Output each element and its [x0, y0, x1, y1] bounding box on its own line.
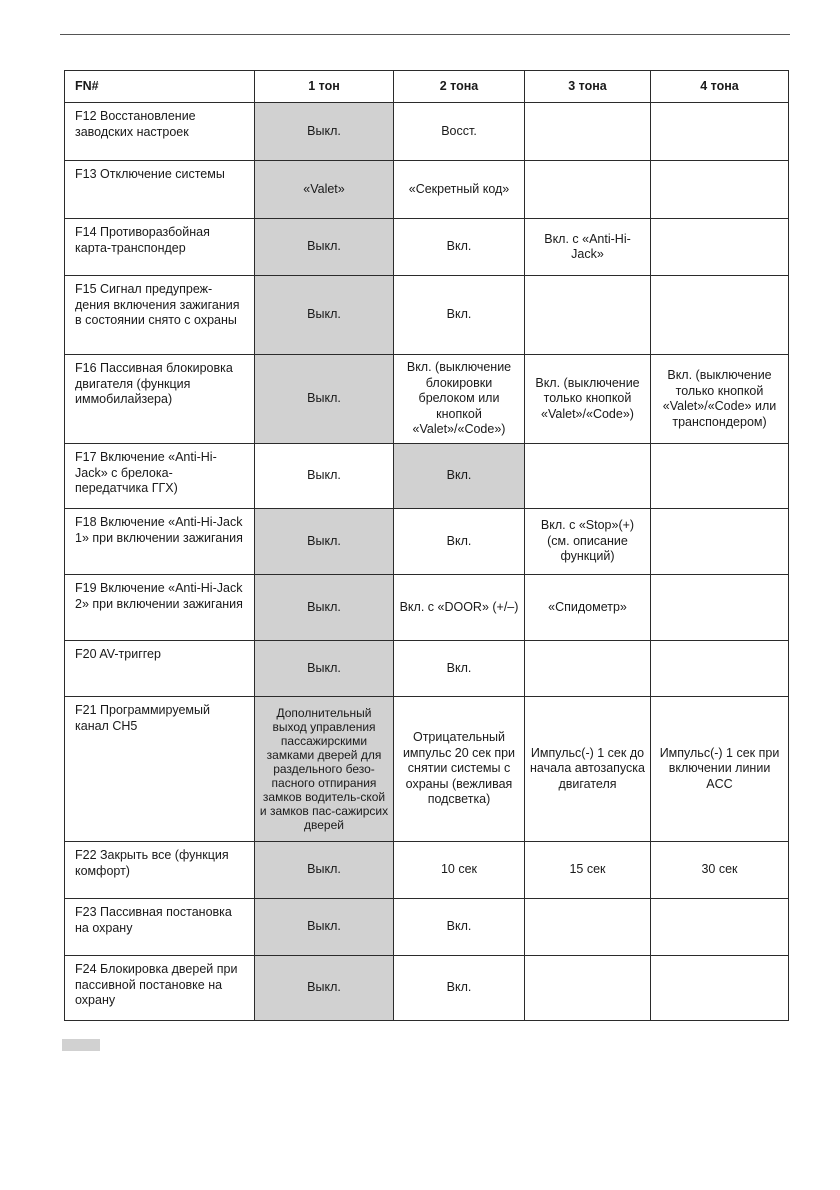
- tone-4-value: 30 сек: [651, 842, 789, 899]
- page-top-rule: [60, 34, 790, 35]
- table-row: [65, 444, 789, 509]
- tone-2-value: Вкл.: [394, 899, 525, 956]
- tone-1-value: Выкл.: [255, 219, 394, 276]
- tone-3-value: Импульс(-) 1 сек до начала автозапуска двигателя: [525, 697, 651, 842]
- tone-1-value: Выкл.: [255, 444, 394, 509]
- table-row: [65, 103, 789, 161]
- tone-4-value: [651, 899, 789, 956]
- tone-3-value: [525, 956, 651, 1021]
- tone-1-value: Дополнительный выход управления пассажирскими замками дверей для раздельного безо-пасного отпирания замков водитель-ской и замков пас-сажирсих дверей: [255, 697, 394, 842]
- tone-3-value: [525, 103, 651, 161]
- tone-3-value: [525, 444, 651, 509]
- tone-4-value: Вкл. (выключение только кнопкой «Valet»/«Code» или транспондером): [651, 355, 789, 444]
- tone-2-value: Вкл.: [394, 956, 525, 1021]
- table-header-row: [65, 71, 789, 103]
- function-name: F18 Включение «Anti-Hi-Jack 1» при включении зажигания: [65, 509, 255, 575]
- function-name: F12 Восстановление заводских настроек: [65, 103, 255, 161]
- tone-3-value: «Спидометр»: [525, 575, 651, 641]
- tone-2-value: Вкл.: [394, 276, 525, 355]
- tone-3-value: [525, 276, 651, 355]
- table-row: [65, 276, 789, 355]
- table-row: [65, 355, 789, 444]
- tone-1-value: Выкл.: [255, 899, 394, 956]
- function-name: F13 Отключение системы: [65, 161, 255, 219]
- table-row: [65, 219, 789, 276]
- table-row: [65, 956, 789, 1021]
- tone-2-value: Восст.: [394, 103, 525, 161]
- function-name: F20 AV-триггер: [65, 641, 255, 697]
- header-tone-4: 4 тона: [651, 71, 789, 103]
- tone-3-value: [525, 899, 651, 956]
- table-row: [65, 509, 789, 575]
- table-row: [65, 697, 789, 842]
- tone-4-value: [651, 219, 789, 276]
- tone-2-value: Вкл.: [394, 444, 525, 509]
- tone-4-value: [651, 161, 789, 219]
- tone-4-value: [651, 641, 789, 697]
- tone-4-value: Импульс(-) 1 сек при включении линии ACC: [651, 697, 789, 842]
- table-row: [65, 899, 789, 956]
- tone-3-value: Вкл. с «Anti-Hi-Jack»: [525, 219, 651, 276]
- tone-3-value: [525, 641, 651, 697]
- function-name: F15 Сигнал предупреж-дения включения зажигания в состоянии снято с охраны: [65, 276, 255, 355]
- function-name: F23 Пассивная постановка на охрану: [65, 899, 255, 956]
- header-tone-3: 3 тона: [525, 71, 651, 103]
- default-value-legend-swatch: [62, 1039, 100, 1051]
- tone-2-value: Отрицательный импульс 20 сек при снятии системы с охраны (вежливая подсветка): [394, 697, 525, 842]
- tone-3-value: Вкл. с «Stop»(+) (см. описание функций): [525, 509, 651, 575]
- table-row: [65, 161, 789, 219]
- function-name: F21 Программируемый канал CH5: [65, 697, 255, 842]
- tone-4-value: [651, 509, 789, 575]
- function-name: F16 Пассивная блокировка двигателя (функция иммобилайзера): [65, 355, 255, 444]
- tone-2-value: Вкл.: [394, 219, 525, 276]
- header-tone-1: 1 тон: [255, 71, 394, 103]
- tone-2-value: 10 сек: [394, 842, 525, 899]
- tone-4-value: [651, 103, 789, 161]
- tone-3-value: Вкл. (выключение только кнопкой «Valet»/«Code»): [525, 355, 651, 444]
- tone-3-value: 15 сек: [525, 842, 651, 899]
- function-name: F17 Включение «Anti-Hi-Jack» с брелока-передатчика ГГХ): [65, 444, 255, 509]
- tone-2-value: Вкл. (выключение блокировки брелоком или кнопкой «Valet»/«Code»): [394, 355, 525, 444]
- table-row: [65, 575, 789, 641]
- tone-1-value: «Valet»: [255, 161, 394, 219]
- tone-1-value: Выкл.: [255, 641, 394, 697]
- tone-2-value: Вкл. с «DOOR» (+/–): [394, 575, 525, 641]
- tone-1-value: Выкл.: [255, 103, 394, 161]
- tone-2-value: Вкл.: [394, 509, 525, 575]
- function-name: F24 Блокировка дверей при пассивной постановке на охрану: [65, 956, 255, 1021]
- tone-4-value: [651, 956, 789, 1021]
- function-name: F14 Противоразбойная карта-транспондер: [65, 219, 255, 276]
- function-settings-table: [64, 70, 789, 1021]
- tone-3-value: [525, 161, 651, 219]
- tone-1-value: Выкл.: [255, 842, 394, 899]
- tone-4-value: [651, 276, 789, 355]
- header-tone-2: 2 тона: [394, 71, 525, 103]
- tone-2-value: Вкл.: [394, 641, 525, 697]
- table-row: [65, 842, 789, 899]
- tone-1-value: Выкл.: [255, 276, 394, 355]
- function-name: F19 Включение «Anti-Hi-Jack 2» при включении зажигания: [65, 575, 255, 641]
- table-row: [65, 641, 789, 697]
- tone-4-value: [651, 575, 789, 641]
- tone-1-value: Выкл.: [255, 575, 394, 641]
- function-name: F22 Закрыть все (функция комфорт): [65, 842, 255, 899]
- tone-2-value: «Секретный код»: [394, 161, 525, 219]
- tone-1-value: Выкл.: [255, 509, 394, 575]
- tone-1-value: Выкл.: [255, 956, 394, 1021]
- tone-4-value: [651, 444, 789, 509]
- tone-1-value: Выкл.: [255, 355, 394, 444]
- header-fn: FN#: [65, 71, 255, 103]
